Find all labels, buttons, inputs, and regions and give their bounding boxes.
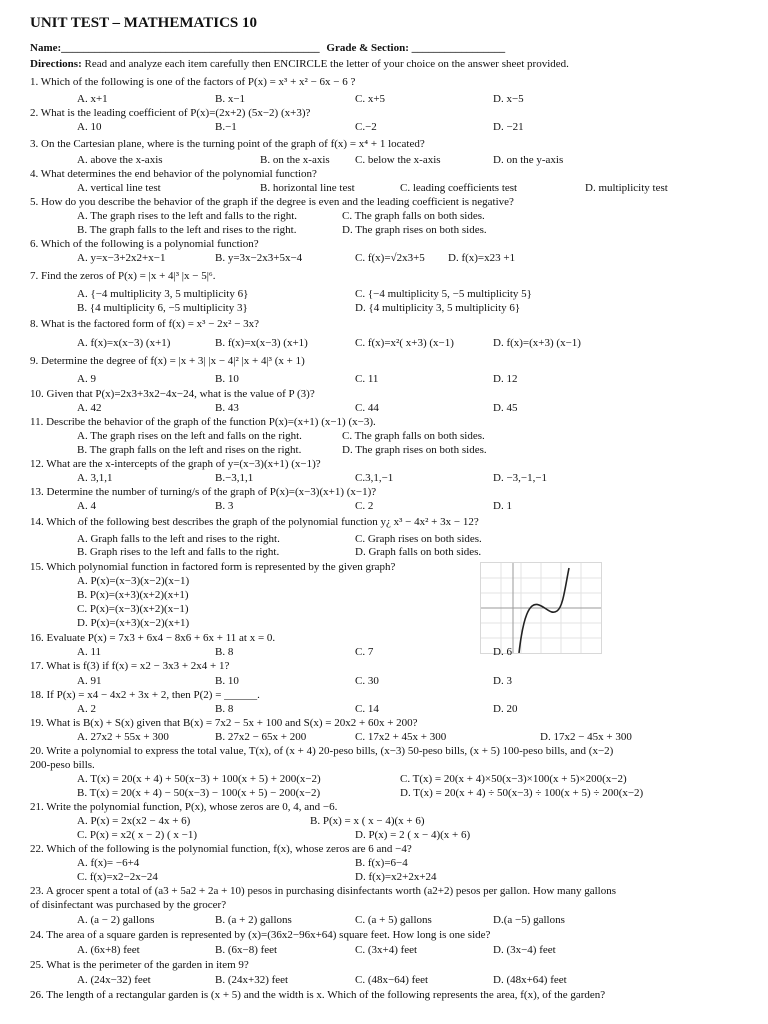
q12-option-d[interactable]: D. −3,−1,−1	[493, 472, 548, 484]
question-7: 7. Find the zeros of P(x) = |x + 4|³ |x − 5|⁶.	[30, 270, 216, 282]
q23-option-b[interactable]: B. (a + 2) gallons	[215, 914, 292, 926]
q21-option-a[interactable]: A. P(x) = 2x(x2 − 4x + 6)	[77, 815, 191, 827]
question-6: 6. Which of the following is a polynomial function?	[30, 238, 259, 250]
q1-option-c[interactable]: C. x+5	[355, 93, 386, 105]
q13-option-c[interactable]: C. 2	[355, 500, 374, 512]
q13-option-a[interactable]: A. 4	[77, 500, 96, 512]
question-5: 5. How do you describe the behavior of the graph if the degree is even and the leading coefficient is negative?	[30, 196, 514, 208]
question-4: 4. What determines the end behavior of the polynomial function?	[30, 168, 317, 180]
q14-option-c[interactable]: C. Graph rises on both sides.	[355, 533, 482, 545]
name-field[interactable]: Name:_______________________________________________	[30, 42, 320, 54]
q9-option-b[interactable]: B. 10	[215, 373, 239, 385]
q17-option-b[interactable]: B. 10	[215, 675, 239, 687]
q20-option-a[interactable]: A. T(x) = 20(x + 4) + 50(x−3) + 100(x + 5) + 200(x−2)	[77, 773, 321, 785]
q23-option-a[interactable]: A. (a − 2) gallons	[77, 914, 155, 926]
q5-option-b[interactable]: B. The graph falls to the left and rises to the right.	[77, 224, 297, 236]
q7-option-b[interactable]: B. {4 multiplicity 6, −5 multiplicity 3}	[77, 302, 248, 314]
question-10: 10. Given that P(x)=2x3+3x2−4x−24, what is the value of P (3)?	[30, 388, 315, 400]
q17-option-c[interactable]: C. 30	[355, 675, 379, 687]
q20-option-d[interactable]: D. T(x) = 20(x + 4) ÷ 50(x−3) ÷ 100(x + 5) ÷ 200(x−2)	[400, 787, 644, 799]
q4-option-b[interactable]: B. horizontal line test	[260, 182, 355, 194]
q3-option-c[interactable]: C. below the x-axis	[355, 154, 441, 166]
question-15: 15. Which polynomial function in factored form is represented by the given graph?	[30, 561, 396, 573]
q8-option-c[interactable]: C. f(x)=x²( x+3) (x−1)	[355, 337, 454, 349]
q23-option-c[interactable]: C. (a + 5) gallons	[355, 914, 432, 926]
q3-option-b[interactable]: B. on the x-axis	[260, 154, 330, 166]
q12-option-c[interactable]: C.3,1,−1	[355, 472, 394, 484]
q13-option-b[interactable]: B. 3	[215, 500, 234, 512]
question-11: 11. Describe the behavior of the graph of the function P(x)=(x+1) (x−1) (x−3).	[30, 416, 376, 428]
q4-option-d[interactable]: D. multiplicity test	[585, 182, 668, 194]
q18-option-a[interactable]: A. 2	[77, 703, 96, 715]
q10-option-b[interactable]: B. 43	[215, 402, 239, 414]
question-23-cont: of disinfectant was purchased by the grocer?	[30, 899, 227, 911]
cubic-graph	[480, 562, 602, 654]
q3-option-a[interactable]: A. above the x-axis	[77, 154, 163, 166]
q18-option-b[interactable]: B. 8	[215, 703, 234, 715]
q7-option-d[interactable]: D. {4 multiplicity 3, 5 multiplicity 6}	[355, 302, 521, 314]
q8-option-b[interactable]: B. f(x)=x(x−3) (x+1)	[215, 337, 308, 349]
question-14: 14. Which of the following best describes the graph of the polynomial function y¿ x³ − 4x² + 3x − 12?	[30, 516, 479, 528]
q25-option-c[interactable]: C. (48x−64) feet	[355, 974, 429, 986]
grade-section-field[interactable]: Grade & Section: _________________	[326, 42, 506, 54]
q23-option-d[interactable]: D.(a −5) gallons	[493, 914, 565, 926]
question-25: 25. What is the perimeter of the garden in item 9?	[30, 959, 249, 971]
question-26: 26. The length of a rectangular garden is (x + 5) and the width is x. Which of the following represents the area, f(x), of the garden?	[30, 989, 606, 1001]
q20-option-b[interactable]: B. T(x) = 20(x + 4) − 50(x−3) − 100(x + 5) − 200(x−2)	[77, 787, 321, 799]
q5-option-a[interactable]: A. The graph rises to the left and falls to the right.	[77, 210, 298, 222]
question-20: 20. Write a polynomial to express the total value, T(x), of (x + 4) 20-peso bills, (x−3) 50-peso bills, (x + 5) 100-peso bills, and (x−2)	[30, 745, 614, 757]
q20-option-c[interactable]: C. T(x) = 20(x + 4)×50(x−3)×100(x + 5)×200(x−2)	[400, 773, 627, 785]
q6-option-d[interactable]: D. f(x)=x23 +1	[448, 252, 516, 264]
cubic-graph-svg	[481, 563, 601, 653]
q11-option-c[interactable]: C. The graph falls on both sides.	[342, 430, 485, 442]
question-21: 21. Write the polynomial function, P(x), whose zeros are 0, 4, and −6.	[30, 801, 338, 813]
q18-option-c[interactable]: C. 14	[355, 703, 379, 715]
directions-label: Directions:	[30, 58, 82, 70]
q10-option-a[interactable]: A. 42	[77, 402, 102, 414]
q8-option-a[interactable]: A. f(x)=x(x−3) (x+1)	[77, 337, 171, 349]
q6-option-a[interactable]: A. y=x−3+2x2+x−1	[77, 252, 166, 264]
q1-option-a[interactable]: A. x+1	[77, 93, 108, 105]
q11-option-d[interactable]: D. The graph rises on both sides.	[342, 444, 487, 456]
q6-option-c[interactable]: C. f(x)=√2x3+5	[355, 252, 425, 264]
directions	[30, 58, 569, 70]
q9-option-c[interactable]: C. 11	[355, 373, 379, 385]
question-3: 3. On the Cartesian plane, where is the turning point of the graph of f(x) = x⁴ + 1 located?	[30, 138, 425, 150]
q16-option-d[interactable]: D. 6	[493, 646, 512, 658]
q9-option-d[interactable]: D. 12	[493, 373, 518, 385]
q3-option-d[interactable]: D. on the y-axis	[493, 154, 564, 166]
q14-option-a[interactable]: A. Graph falls to the left and rises to the right.	[77, 533, 280, 545]
q16-option-c[interactable]: C. 7	[355, 646, 374, 658]
q12-option-b[interactable]: B.−3,1,1	[215, 472, 254, 484]
q22-option-a[interactable]: A. f(x)= −6+4	[77, 857, 140, 869]
q22-option-d[interactable]: D. f(x)=x2+2x+24	[355, 871, 437, 883]
q21-option-d[interactable]: D. P(x) = 2 ( x − 4)(x + 6)	[355, 829, 471, 841]
q19-option-a[interactable]: A. 27x2 + 55x + 300	[77, 731, 169, 743]
q15-option-b[interactable]: B. P(x)=(x+3)(x+2)(x+1)	[77, 589, 189, 601]
q12-option-a[interactable]: A. 3,1,1	[77, 472, 113, 484]
q22-option-b[interactable]: B. f(x)=6−4	[355, 857, 408, 869]
q4-option-a[interactable]: A. vertical line test	[77, 182, 161, 194]
question-24: 24. The area of a square garden is represented by (x)=(36x2−96x+64) square feet. How long is one side?	[30, 929, 491, 941]
q15-option-a[interactable]: A. P(x)=(x−3)(x−2)(x−1)	[77, 575, 190, 587]
q18-option-d[interactable]: D. 20	[493, 703, 518, 715]
question-18: 18. If P(x) = x4 − 4x2 + 3x + 2, then P(2) = ______.	[30, 689, 260, 701]
q24-option-b[interactable]: B. (6x−8) feet	[215, 944, 278, 956]
question-16: 16. Evaluate P(x) = 7x3 + 6x4 − 8x6 + 6x + 11 at x = 0.	[30, 632, 276, 644]
q15-option-c[interactable]: C. P(x)=(x−3)(x+2)(x−1)	[77, 603, 189, 615]
q15-option-d[interactable]: D. P(x)=(x+3)(x−2)(x+1)	[77, 617, 190, 629]
q16-option-a[interactable]: A. 11	[77, 646, 102, 658]
q2-option-c[interactable]: C.−2	[355, 121, 377, 133]
q11-option-a[interactable]: A. The graph rises on the left and falls on the right.	[77, 430, 302, 442]
q14-option-b[interactable]: B. Graph rises to the left and falls to the right.	[77, 546, 280, 558]
q5-option-d[interactable]: D. The graph rises on both sides.	[342, 224, 487, 236]
header-line	[30, 42, 505, 54]
q1-option-d[interactable]: D. x−5	[493, 93, 524, 105]
q24-option-d[interactable]: D. (3x−4) feet	[493, 944, 556, 956]
q24-option-c[interactable]: C. (3x+4) feet	[355, 944, 418, 956]
q16-option-b[interactable]: B. 8	[215, 646, 234, 658]
q22-option-c[interactable]: C. f(x)=x2−2x−24	[77, 871, 158, 883]
q5-option-c[interactable]: C. The graph falls on both sides.	[342, 210, 485, 222]
question-19: 19. What is B(x) + S(x) given that B(x) = 7x2 − 5x + 100 and S(x) = 20x2 + 60x + 200?	[30, 717, 418, 729]
question-8: 8. What is the factored form of f(x) = x³ − 2x² − 3x?	[30, 318, 260, 330]
q7-option-c[interactable]: C. {−4 multiplicity 5, −5 multiplicity 5}	[355, 288, 532, 300]
q17-option-d[interactable]: D. 3	[493, 675, 512, 687]
q10-option-c[interactable]: C. 44	[355, 402, 379, 414]
q8-option-d[interactable]: D. f(x)=(x+3) (x−1)	[493, 337, 581, 349]
question-20-cont: 200-peso bills.	[30, 759, 95, 771]
q10-option-d[interactable]: D. 45	[493, 402, 518, 414]
q21-option-b[interactable]: B. P(x) = x ( x − 4)(x + 6)	[310, 815, 425, 827]
q25-option-a[interactable]: A. (24x−32) feet	[77, 974, 151, 986]
q14-option-d[interactable]: D. Graph falls on both sides.	[355, 546, 482, 558]
question-17: 17. What is f(3) if f(x) = x2 − 3x3 + 2x4 + 1?	[30, 660, 230, 672]
question-12: 12. What are the x-intercepts of the graph of y=(x−3)(x+1) (x−1)?	[30, 458, 321, 470]
page-title: UNIT TEST – MATHEMATICS 10	[30, 15, 257, 31]
q7-option-a[interactable]: A. {−4 multiplicity 3, 5 multiplicity 6}	[77, 288, 249, 300]
q2-option-b[interactable]: B.−1	[215, 121, 237, 133]
question-9: 9. Determine the degree of f(x) = |x + 3| |x − 4|² |x + 4|³ (x + 1)	[30, 355, 305, 367]
question-2: 2. What is the leading coefficient of P(x)=(2x+2) (5x−2) (x+3)?	[30, 107, 311, 119]
q24-option-a[interactable]: A. (6x+8) feet	[77, 944, 140, 956]
question-22: 22. Which of the following is the polynomial function, f(x), whose zeros are 6 and −4?	[30, 843, 412, 855]
q4-option-c[interactable]: C. leading coefficients test	[400, 182, 518, 194]
question-1: 1. Which of the following is one of the factors of P(x) = x³ + x² − 6x − 6 ?	[30, 76, 356, 88]
q11-option-b[interactable]: B. The graph falls on the left and rises on the right.	[77, 444, 302, 456]
directions-text: Read and analyze each item carefully then ENCIRCLE the letter of your choice on the answer sheet provided.	[81, 58, 569, 70]
question-23: 23. A grocer spent a total of (a3 + 5a2 + 2a + 10) pesos in purchasing disinfectants worth (a2+2) pesos per gallon. How many gallons	[30, 885, 616, 897]
q6-option-b[interactable]: B. y=3x−2x3+5x−4	[215, 252, 303, 264]
q9-option-a[interactable]: A. 9	[77, 373, 96, 385]
q21-option-c[interactable]: C. P(x) = x2( x − 2) ( x −1)	[77, 829, 198, 841]
question-13: 13. Determine the number of turning/s of the graph of P(x)=(x−3)(x+1) (x−1)?	[30, 486, 377, 498]
q1-option-b[interactable]: B. x−1	[215, 93, 246, 105]
q13-option-d[interactable]: D. 1	[493, 500, 512, 512]
q19-option-b[interactable]: B. 27x2 − 65x + 200	[215, 731, 307, 743]
q25-option-b[interactable]: B. (24x+32) feet	[215, 974, 289, 986]
q17-option-a[interactable]: A. 91	[77, 675, 102, 687]
q19-option-d[interactable]: D. 17x2 − 45x + 300	[540, 731, 632, 743]
q2-option-a[interactable]: A. 10	[77, 121, 102, 133]
q19-option-c[interactable]: C. 17x2 + 45x + 300	[355, 731, 447, 743]
q25-option-d[interactable]: D. (48x+64) feet	[493, 974, 567, 986]
q2-option-d[interactable]: D. −21	[493, 121, 524, 133]
